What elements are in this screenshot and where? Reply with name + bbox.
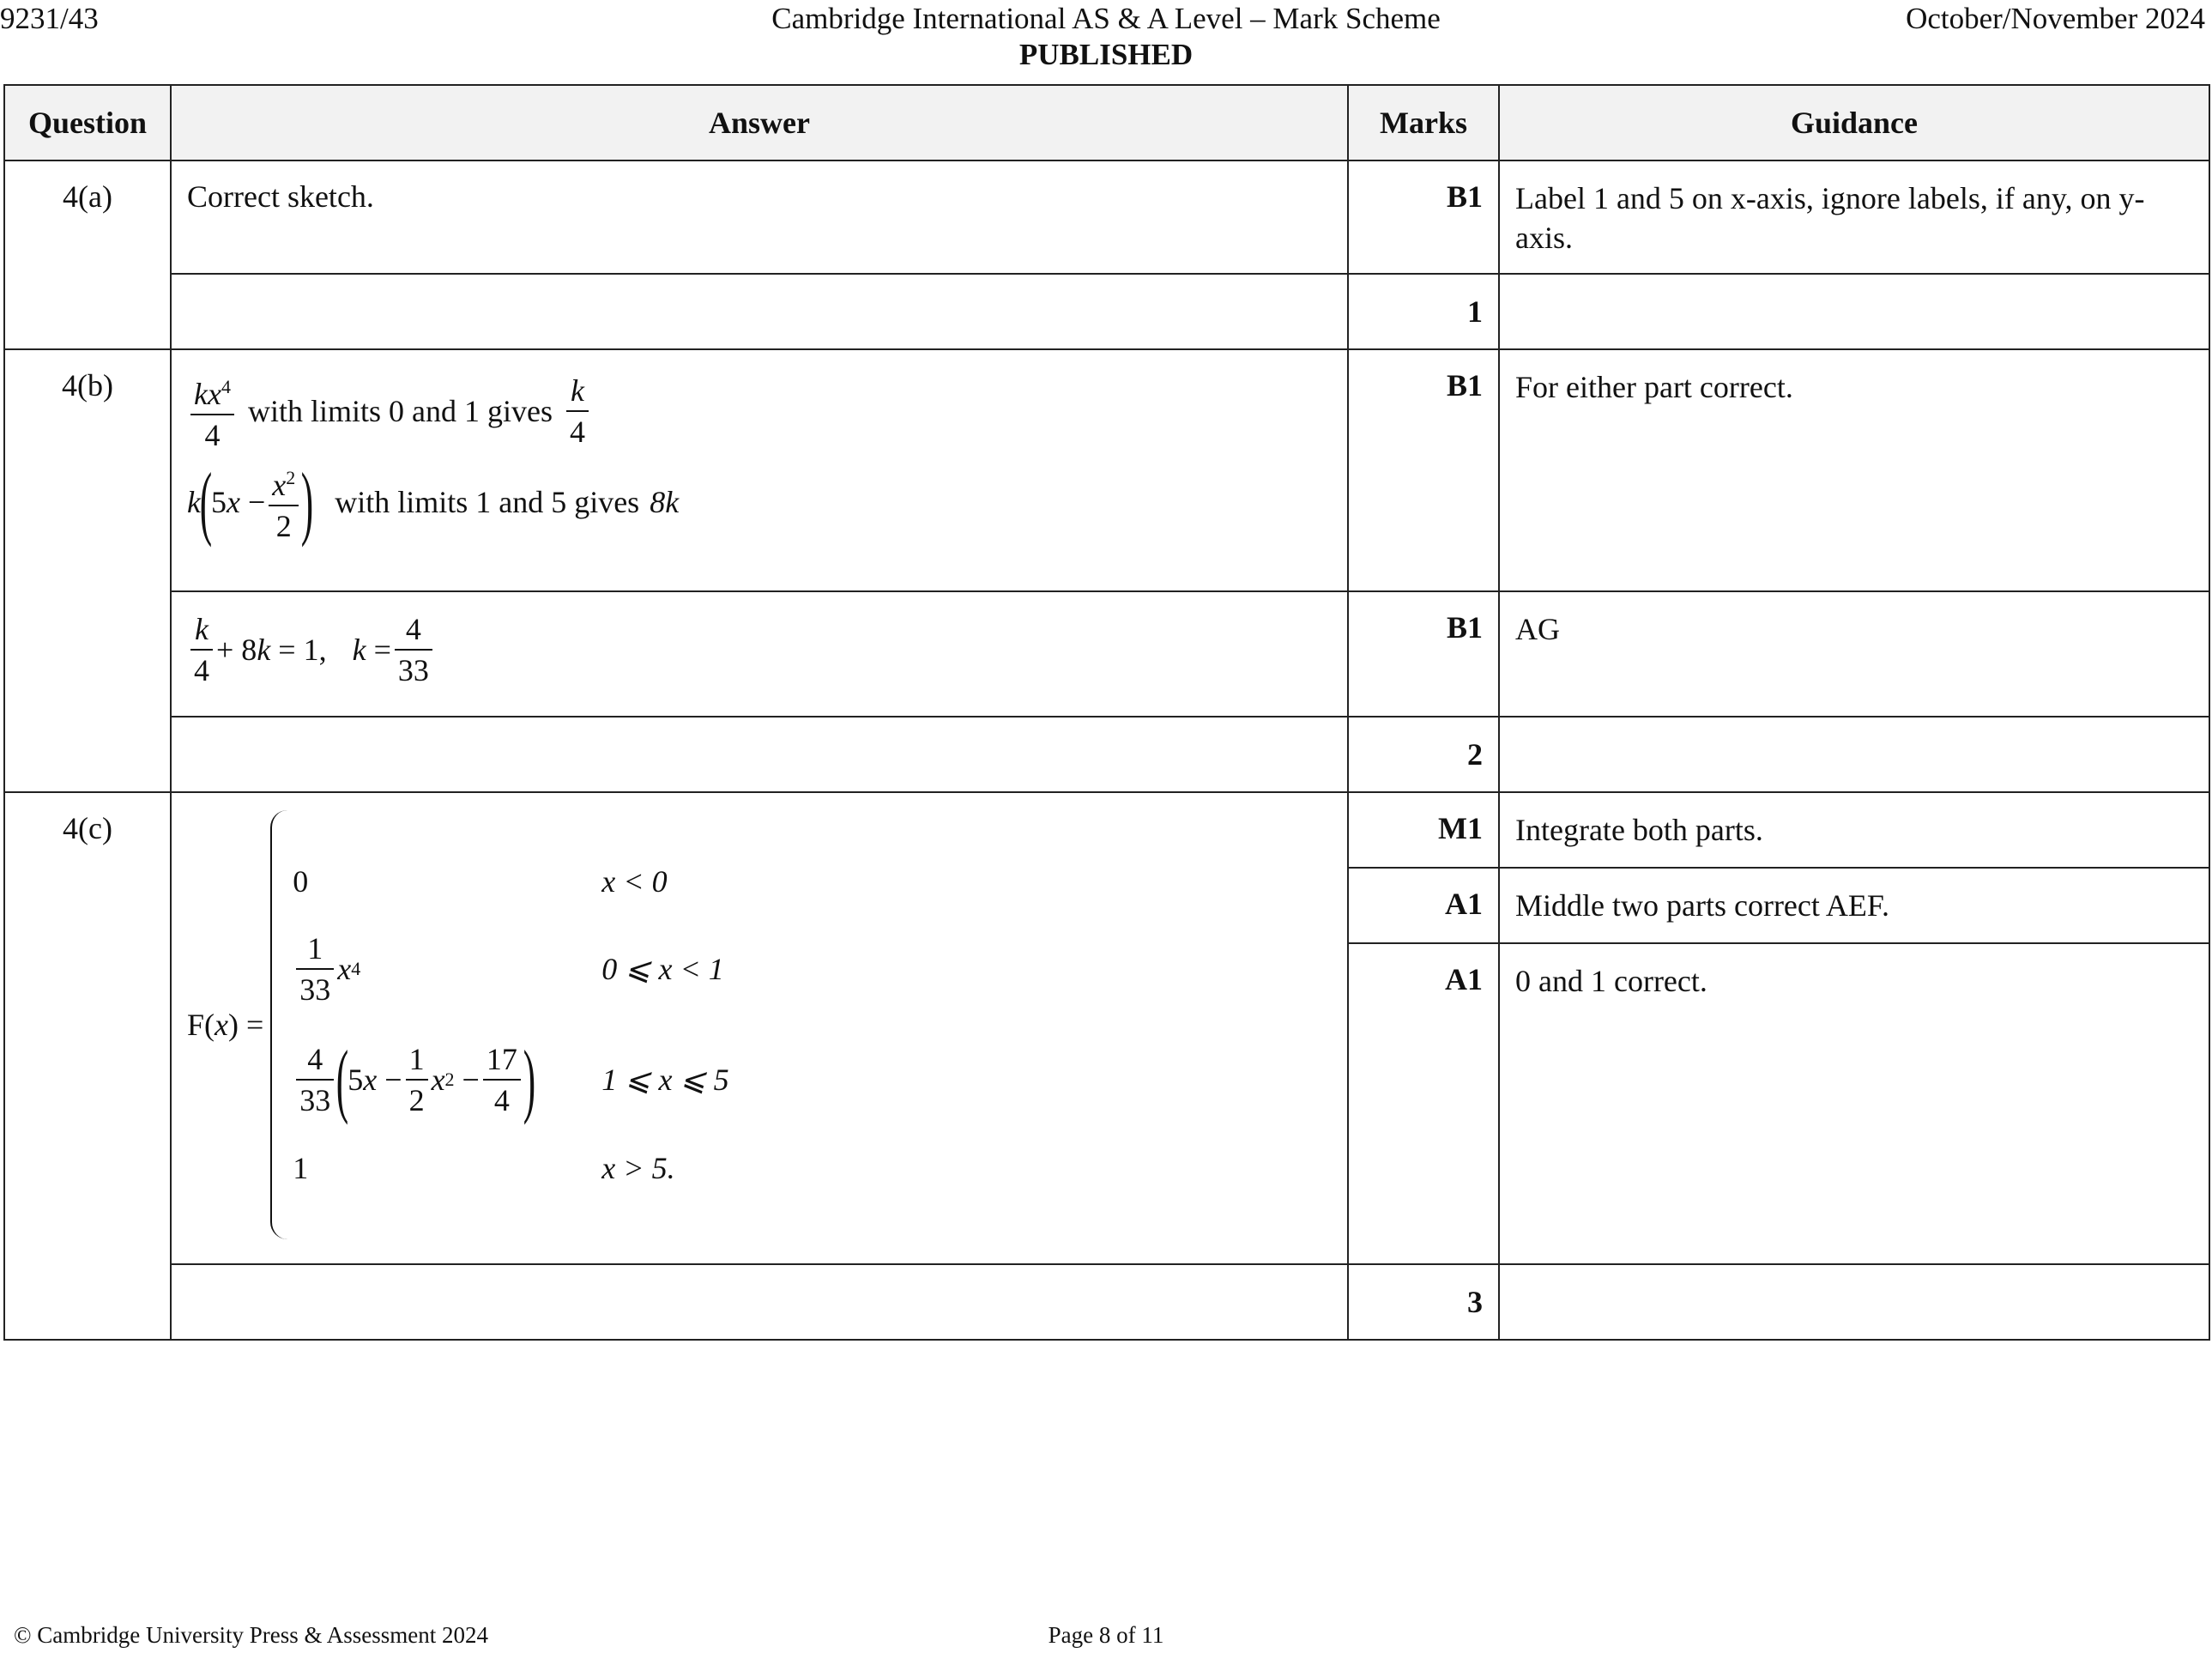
piecewise-function: F(x) = 0 x < 0 $\frac{1}{33}$ x 4 0 ⩽ x < 1 $\frac{4}{33}$ ( 5x − $\frac{1}{2}$ x 2 − $\frac{17}{4}$ ) 1 ⩽ x ⩽ 5 1 x > 5. — [187, 810, 1332, 1239]
mark-code: M1 — [1348, 792, 1499, 868]
math-fraction: $\frac{k}{4}$ — [190, 609, 213, 690]
published-label: PUBLISHED — [1018, 38, 1194, 71]
column-header-guidance: Guidance — [1499, 85, 2209, 160]
column-header-answer: Answer — [171, 85, 1348, 160]
case-condition: 1 ⩽ x ⩽ 5 — [601, 1063, 729, 1097]
guidance-cell: For either part correct. — [1499, 349, 2209, 591]
guidance-cell: 0 and 1 correct. — [1499, 943, 2209, 1264]
table-row — [4, 1264, 2209, 1340]
mark-code: A1 — [1348, 943, 1499, 1264]
column-header-question: Question — [4, 85, 171, 160]
mark-code: B1 — [1348, 160, 1499, 274]
case-expression: $\frac{4}{33}$ ( 5x − $\frac{1}{2}$ x 2 − $\frac{17}{4}$ ) — [293, 1038, 601, 1121]
math-line: $\frac{k}{4}$ + 8k = 1, k = $\frac{4}{33}$ — [187, 609, 1332, 690]
page-number: Page 8 of 11 — [1048, 1622, 1164, 1648]
guidance-cell — [1499, 160, 2209, 274]
math-text: with limits 0 and 1 gives — [247, 394, 553, 428]
column-header-marks: Marks — [1348, 85, 1499, 160]
guidance-cell: Integrate both parts. — [1499, 792, 2209, 868]
math-fraction: $\frac{x^2}{2}$ — [269, 458, 299, 546]
guidance-cell — [1499, 1264, 2209, 1340]
table-row — [4, 591, 2209, 717]
guidance-cell — [1499, 717, 2209, 792]
question-number: 4(a) — [4, 160, 171, 349]
math-result: 8k — [650, 485, 680, 519]
answer-cell — [171, 591, 1348, 717]
answer-cell — [171, 349, 1348, 591]
mark-total: 3 — [1348, 1264, 1499, 1340]
exam-session: October/November 2024 — [1906, 2, 2205, 35]
math-line: k ( 5x − $\frac{x^2}{2}$ ) with limits 1 and 5 gives 8k — [187, 456, 680, 548]
piecewise-cases — [293, 863, 790, 1186]
guidance-text: Label 1 and 5 on x-axis, ignore labels, if any, on y-axis. — [1515, 181, 2145, 255]
mark-code: A1 — [1348, 868, 1499, 943]
math-text: with limits 1 and 5 gives — [335, 485, 640, 519]
math-fraction: $\frac{4}{33}$ — [395, 609, 432, 690]
case-condition: 0 ⩽ x < 1 — [601, 952, 724, 986]
table-row — [4, 717, 2209, 792]
question-number: 4(b) — [4, 349, 171, 792]
table-row — [4, 274, 2209, 349]
table-row — [4, 349, 2209, 591]
mark-total: 1 — [1348, 274, 1499, 349]
math-line — [187, 367, 1332, 455]
answer-cell — [171, 1264, 1348, 1340]
guidance-cell: Middle two parts correct AEF. — [1499, 868, 2209, 943]
question-number: 4(c) — [4, 792, 171, 1340]
mark-code: B1 — [1348, 591, 1499, 717]
math-fraction: $\frac{kx^4}{4}$ — [190, 367, 234, 455]
table-row — [4, 160, 2209, 274]
document-title: Cambridge International AS & A Level – Mark Scheme — [771, 2, 1441, 35]
case-condition: x > 5. — [601, 1151, 675, 1185]
guidance-cell — [1499, 274, 2209, 349]
answer-cell — [171, 717, 1348, 792]
guidance-cell: AG — [1499, 591, 2209, 717]
table-row — [4, 792, 2209, 868]
mark-total: 2 — [1348, 717, 1499, 792]
mark-code: B1 — [1348, 349, 1499, 591]
case-expression: 1 — [293, 1151, 309, 1185]
answer-cell: Correct sketch. — [171, 160, 1348, 274]
case-expression: $\frac{1}{33}$ x 4 — [293, 929, 601, 1009]
table-header-row — [4, 85, 2209, 160]
mark-scheme-table — [3, 84, 2210, 1341]
answer-cell — [171, 792, 1348, 1264]
paper-code: 9231/43 — [0, 2, 99, 35]
case-condition: x < 0 — [601, 864, 668, 899]
math-fraction: $\frac{k}{4}$ — [566, 371, 589, 451]
copyright-notice: © Cambridge University Press & Assessment 2024 — [14, 1622, 488, 1648]
case-expression: 0 — [293, 864, 309, 899]
answer-cell — [171, 274, 1348, 349]
